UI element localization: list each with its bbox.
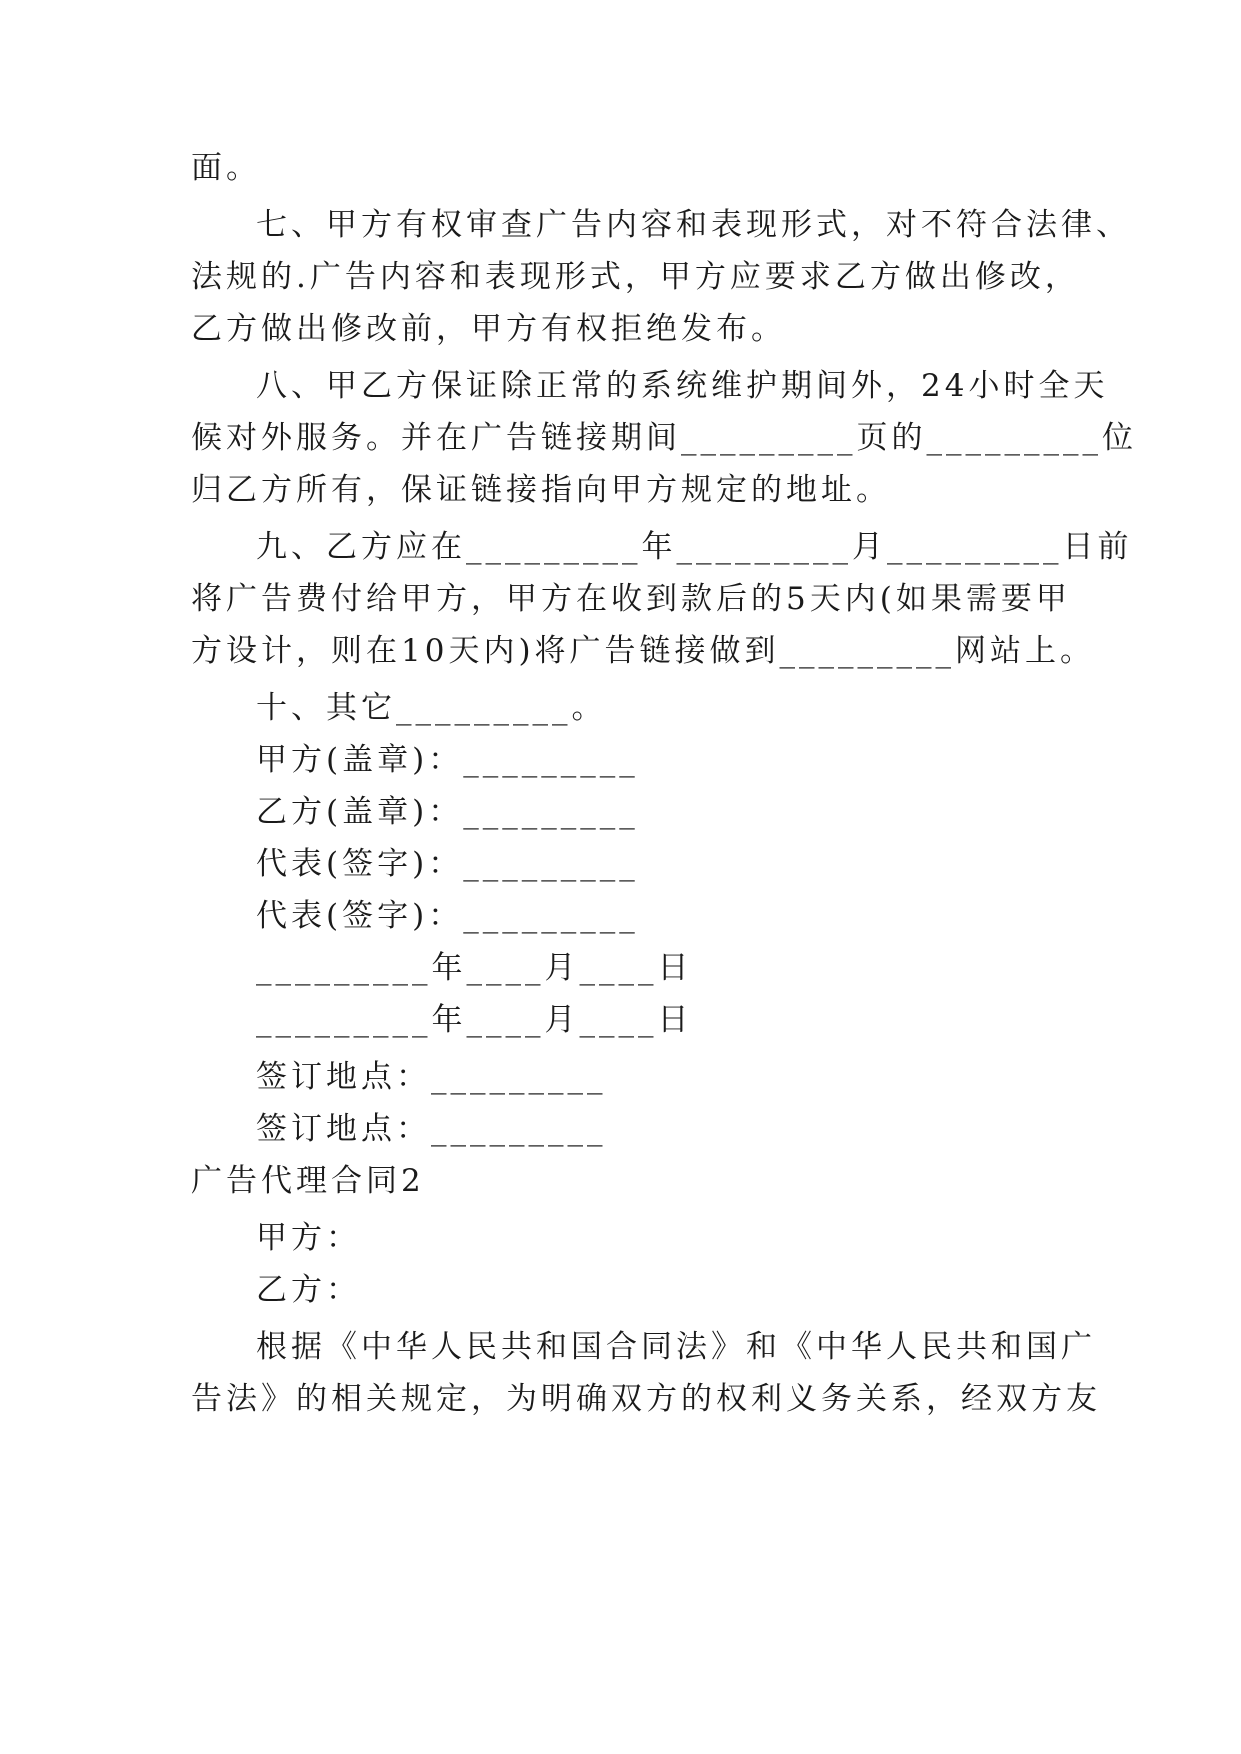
text-line: 归乙方所有，保证链接指向甲方规定的地址。 bbox=[191, 472, 891, 508]
text-line: 候对外服务。并在广告链接期间_________页的_________位 bbox=[191, 420, 1137, 456]
clause-7-line: 七、甲方有权审查广告内容和表现形式，对不符合法律、 bbox=[256, 207, 1131, 243]
party-a-seal-line: 甲方(盖章)：_________ bbox=[256, 742, 639, 778]
date-line: _________年____月____日 bbox=[256, 1002, 693, 1038]
text-line: 方设计，则在10天内)将广告链接做到_________网站上。 bbox=[191, 633, 1096, 669]
clause-10-line: 十、其它_________。 bbox=[256, 690, 607, 726]
signing-place-line: 签订地点：_________ bbox=[256, 1111, 607, 1147]
preamble-line: 根据《中华人民共和国合同法》和《中华人民共和国广 bbox=[256, 1329, 1096, 1365]
text-line: 法规的.广告内容和表现形式，甲方应要求乙方做出修改， bbox=[191, 259, 1080, 295]
text-line: 告法》的相关规定，为明确双方的权利义务关系，经双方友 bbox=[191, 1381, 1101, 1417]
clause-8-line: 八、甲乙方保证除正常的系统维护期间外，24小时全天 bbox=[256, 368, 1109, 404]
date-line: _________年____月____日 bbox=[256, 950, 693, 986]
text-line: 将广告费付给甲方，甲方在收到款后的5天内(如果需要甲 bbox=[191, 581, 1071, 617]
party-a-line: 甲方： bbox=[256, 1220, 361, 1256]
party-b-line: 乙方： bbox=[256, 1272, 361, 1308]
representative-signature-line: 代表(签字)：_________ bbox=[256, 898, 639, 934]
representative-signature-line: 代表(签字)：_________ bbox=[256, 846, 639, 882]
clause-9-line: 九、乙方应在_________年_________月_________日前 bbox=[256, 529, 1133, 565]
party-b-seal-line: 乙方(盖章)：_________ bbox=[256, 794, 639, 830]
text-line: 面。 bbox=[191, 150, 261, 186]
text-line: 乙方做出修改前，甲方有权拒绝发布。 bbox=[191, 311, 786, 347]
signing-place-line: 签订地点：_________ bbox=[256, 1059, 607, 1095]
section-heading: 广告代理合同2 bbox=[191, 1163, 425, 1199]
